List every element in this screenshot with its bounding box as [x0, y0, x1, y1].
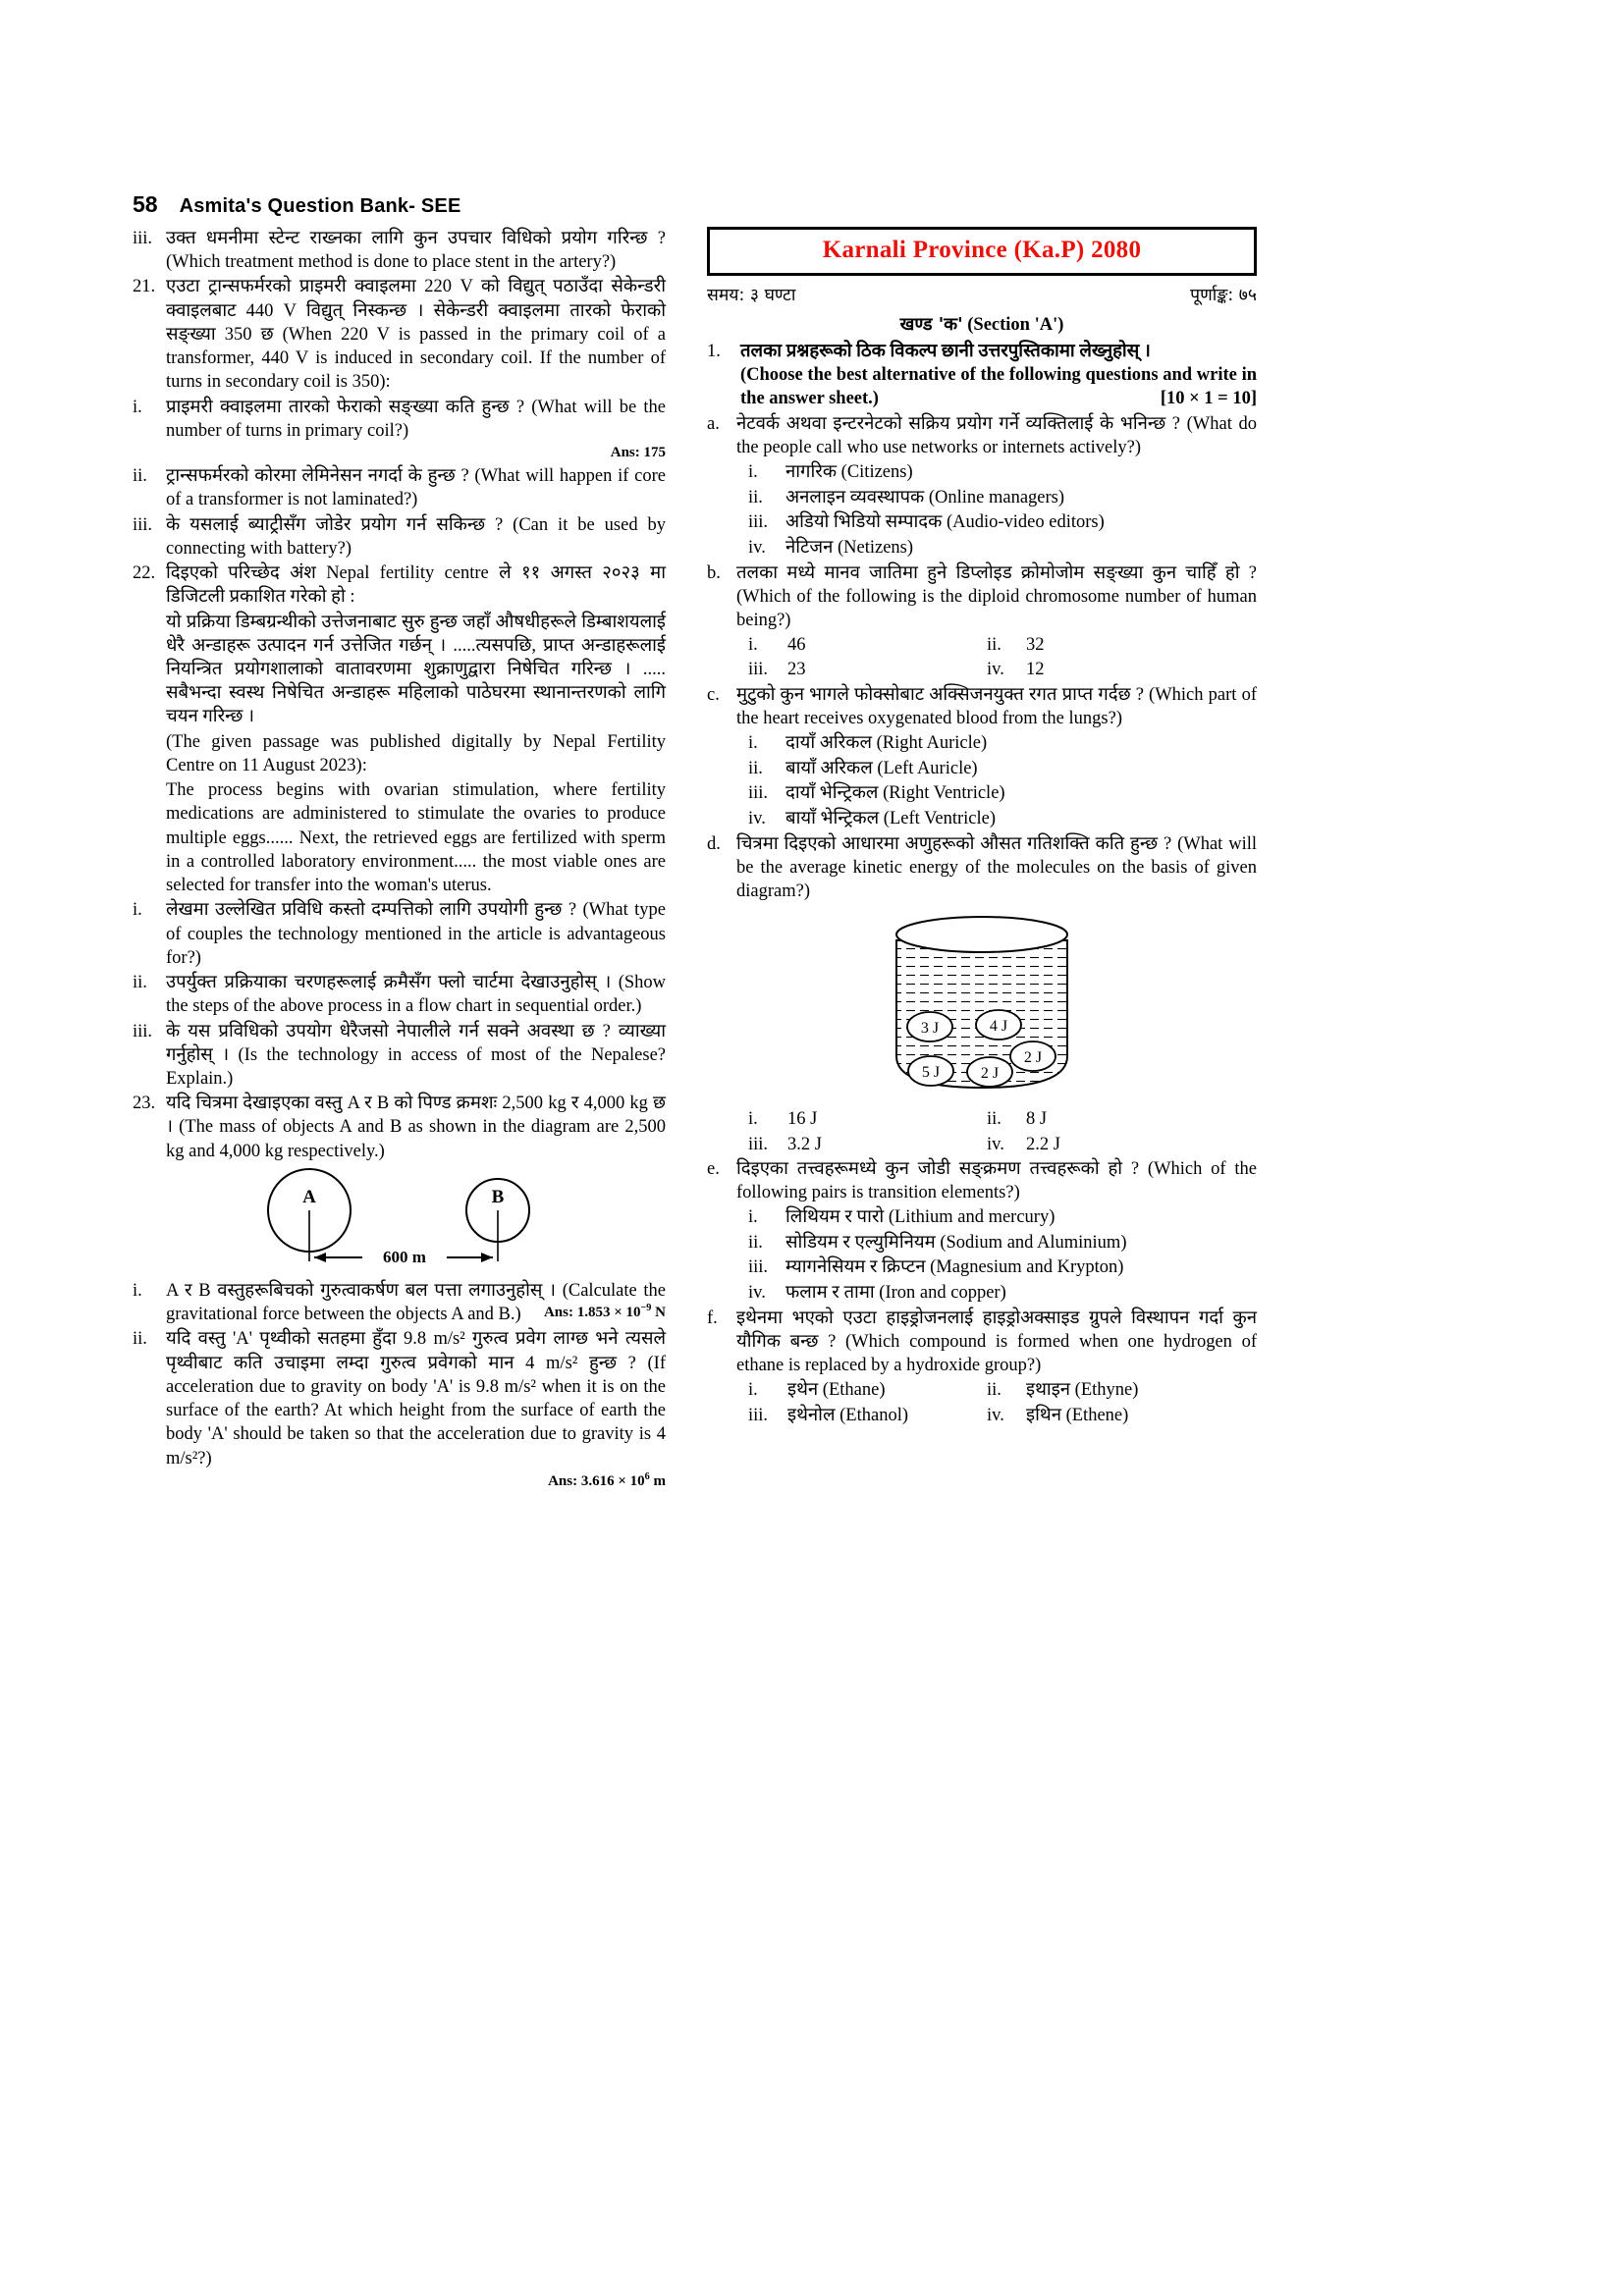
passage-devanagari-row	[133, 611, 666, 729]
item-text: एउटा ट्रान्सफर्मरको प्राइमरी क्वाइलमा 220 V को विद्युत् पठाउँदा सेकेन्डरी क्वाइलबाट 440 V विद्युत् निस्कन्छ । सेकेन्डरी क्वाइलमा तारको फेराको सङ्ख्या 350 छ (When 220 V is passed in the primary coil of a transformer, 440 V is induced in secondary coil. If the number of turns in secondary coil is 350):	[166, 277, 666, 393]
left-column	[133, 227, 666, 1493]
option-text: 3.2 J	[787, 1134, 822, 1154]
option-text: सोडियम र एल्युमिनियम (Sodium and Aluminium)	[785, 1232, 1127, 1253]
mcq-question	[707, 561, 1257, 633]
option-text: 8 J	[1026, 1109, 1048, 1130]
option-row[interactable]	[748, 1281, 1257, 1306]
question-item	[133, 464, 666, 511]
option-marker: iii.	[748, 1405, 769, 1425]
answer-exponent: 6	[644, 1470, 650, 1482]
instruction-devanagari: तलका प्रश्नहरूको ठिक विकल्प छानी उत्तरपुस्तिकामा लेख्नुहोस् ।	[740, 342, 1151, 361]
option-cell[interactable]	[987, 1133, 1060, 1156]
option-marker: i.	[748, 1109, 758, 1130]
option-text: नागरिक (Citizens)	[785, 462, 913, 483]
option-text: इथिन (Ethene)	[1026, 1405, 1129, 1425]
book-title: Asmita's Question Bank- SEE	[179, 195, 461, 217]
option-row[interactable]	[748, 486, 1257, 510]
option-row-pair	[748, 1133, 1257, 1156]
option-text: अडियो भिडियो सम्पादक (Audio-video editors)	[785, 512, 1105, 533]
item-marker: a.	[707, 413, 720, 434]
option-marker: i.	[748, 1207, 758, 1228]
right-column	[707, 227, 1257, 1428]
option-cell[interactable]	[748, 1133, 987, 1156]
question-item	[133, 971, 666, 1018]
item-text: दिइएको परिच्छेद अंश Nepal fertility centre ले ११ अगस्त २०२३ मा डिजिटली प्रकाशित गरेको हो :	[166, 563, 666, 608]
option-row[interactable]	[748, 781, 1257, 806]
option-row-pair	[748, 1378, 1257, 1402]
item-marker: i.	[133, 1280, 142, 1301]
mcq-question	[707, 412, 1257, 459]
passage-devanagari: यो प्रक्रिया डिम्बग्रन्थीको उत्तेजनाबाट सुरु हुन्छ जहाँ औषधीहरूले डिम्बाशयलाई धेरै अन्डाहरू उत्पादन गर्न उत्तेजित गर्छन् । .....त्यसपछि, प्राप्त अन्डाहरूलाई नियन्त्रित प्रयोगशालाको वातावरणमा शुक्राणुद्वारा निषेचित गरिन्छ । ..... सबैभन्दा स्वस्थ निषेचित अन्डाहरू महिलाको पाठेघरमा स्थानान्तरणको लागि चयन गरिन्छ ।	[166, 612, 666, 727]
mcq-question	[707, 683, 1257, 730]
molecule-2-label: 4 J	[989, 1018, 1008, 1036]
option-row[interactable]	[748, 731, 1257, 756]
item-marker: ii.	[133, 466, 147, 487]
item-text: यदि वस्तु 'A' पृथ्वीको सतहमा हुँदा 9.8 m/s² गुरुत्व प्रवेग लाग्छ भने त्यसले पृथ्वीबाट कति उचाइमा लम्दा गुरुत्व प्रवेगको मान 4 m/s² हुन्छ ? (If acceleration due to gravity on body 'A' is 9.8 m/s² when it is on the surface of the earth? At which height from the surface of earth the body 'A' should be taken so that the acceleration due to gravity is 4 m/s²?)	[166, 1329, 666, 1468]
object-a-label: A	[301, 1186, 316, 1207]
molecule-5-label: 2 J	[1023, 1049, 1043, 1067]
item-text: मुटुको कुन भागले फोक्सोबाट अक्सिजनयुक्त रगत प्राप्त गर्दछ ? (Which part of the heart receives oxygenated blood from the lungs?)	[736, 684, 1257, 728]
exam-time: समय: ३ घण्टा	[707, 286, 796, 305]
option-marker: iv.	[987, 1405, 1004, 1425]
option-row[interactable]	[748, 536, 1257, 561]
option-text: म्यागनेसियम र क्रिप्टन (Magnesium and Krypton)	[785, 1257, 1124, 1278]
option-marker: ii.	[748, 758, 763, 778]
page-header	[133, 191, 1491, 218]
option-marker: i.	[748, 1380, 758, 1401]
item-marker: ii.	[133, 973, 147, 993]
item-marker: ii.	[133, 1329, 147, 1350]
item-marker: 23.	[133, 1094, 156, 1114]
answer-pre: Ans: 1.853 × 10	[543, 1305, 641, 1321]
option-text: 2.2 J	[1026, 1134, 1060, 1154]
option-row[interactable]	[748, 1205, 1257, 1230]
option-marker: iii.	[748, 783, 769, 804]
arrow-left	[314, 1253, 326, 1262]
answer-exponent: −9	[640, 1303, 652, 1314]
option-text: फलाम र तामा (Iron and copper)	[785, 1282, 1006, 1303]
item-marker: i.	[133, 397, 142, 417]
option-marker: ii.	[748, 1232, 763, 1253]
exam-title-box	[707, 227, 1257, 276]
option-marker: iii.	[748, 512, 769, 533]
passage-english-head: (The given passage was published digitally by Nepal Fertility Centre on 11 August 2023):	[166, 731, 666, 775]
answer-pre: Ans: 3.616 × 10	[548, 1472, 645, 1489]
arrow-right	[481, 1253, 493, 1262]
option-marker: i.	[748, 733, 758, 754]
item-text: के यसलाई ब्याट्रीसँग जोडेर प्रयोग गर्न सकिन्छ ? (Can it be used by connecting with battery?)	[166, 514, 666, 559]
question-item	[133, 561, 666, 609]
molecule-3-label: 5 J	[921, 1064, 941, 1082]
option-grid	[748, 1378, 1257, 1426]
passage-english-body: The process begins with ovarian stimulation, where fertility medications are administered to stimulate the ovaries to produce multiple eggs...... Next, the retrieved eggs are fertilized with sperm in a controlled laboratory environment..... the most viable ones are selected for transfer into the woman's uterus.	[166, 780, 666, 896]
item-marker: c.	[707, 684, 720, 705]
option-marker: ii.	[987, 1109, 1001, 1130]
item-text: चित्रमा दिइएको आधारमा अणुहरूको औसत गतिशक्ति कति हुन्छ ? (What will be the average kinetic energy of the molecules on the basis of given diagram?)	[736, 833, 1257, 902]
option-cell[interactable]	[987, 1378, 1138, 1402]
item-text: तलका मध्ये मानव जातिमा हुने डिप्लोइड क्रोमोजोम सङ्ख्या कुन चाहिँ हो ? (Which of the following is the diploid chromosome number of human being?)	[736, 562, 1257, 631]
option-row-pair	[748, 658, 1257, 681]
option-marker: ii.	[748, 487, 763, 507]
option-text: लिथियम र पारो (Lithium and mercury)	[785, 1207, 1056, 1228]
option-text: 12	[1026, 660, 1045, 680]
option-text: इथेन (Ethane)	[787, 1380, 886, 1401]
option-list	[748, 731, 1257, 830]
option-text: 32	[1026, 635, 1045, 656]
item-marker: b.	[707, 562, 721, 583]
item-text: के यस प्रविधिको उपयोग धेरैजसो नेपालीले गर्न सक्ने अवस्था छ ? व्याख्या गर्नुहोस् । (Is the technology in access of most of the Nepalese? Explain.)	[166, 1021, 666, 1089]
question-item	[133, 1279, 666, 1326]
exam-title: Karnali Province (Ka.P) 2080	[822, 237, 1142, 263]
item-marker: 22.	[133, 563, 156, 584]
option-text: अनलाइन व्यवस्थापक (Online managers)	[785, 487, 1065, 507]
mcq-question	[707, 1307, 1257, 1378]
item-text-inline: A र B वस्तुहरूबिचको गुरुत्वाकर्षण बल पत्ता लगाउनुहोस् । (Calculate the gravitational force between the objects A and B.)	[166, 1280, 666, 1325]
item-text: लेखमा उल्लेखित प्रविधि कस्तो दम्पत्तिको लागि उपयोगी हुन्छ ? (What type of couples the technology mentioned in the article is advantageous for?)	[166, 900, 666, 968]
beaker-svg	[879, 909, 1085, 1100]
option-cell[interactable]	[987, 633, 1045, 657]
option-marker: i.	[748, 635, 758, 656]
option-text: दायाँ भेन्ट्रिकल (Right Ventricle)	[785, 783, 1005, 804]
option-row-pair	[748, 1404, 1257, 1427]
mcq-question	[707, 832, 1257, 904]
item-marker: e.	[707, 1158, 720, 1179]
question-item	[133, 1020, 666, 1092]
section-heading-devanagari: खण्ड 'क'	[899, 314, 963, 335]
answer-label: Ans: 175	[610, 445, 666, 461]
answer-unit: N	[651, 1305, 666, 1321]
item-text	[166, 1279, 666, 1326]
answer-unit: m	[649, 1472, 666, 1489]
exam-full-marks: पूर्णाङ्क: ७५	[1190, 286, 1257, 305]
question-item	[133, 275, 666, 394]
option-cell[interactable]	[987, 658, 1045, 681]
beaker-diagram	[707, 909, 1257, 1100]
option-marker: i.	[748, 462, 758, 483]
molecule-1-label: 3 J	[920, 1020, 940, 1038]
option-row-pair	[748, 1107, 1257, 1131]
question-item	[133, 898, 666, 970]
option-row[interactable]	[748, 1231, 1257, 1255]
ab-mass-diagram	[133, 1167, 666, 1275]
item-text: ट्रान्सफर्मरको कोरमा लेमिनेसन नगर्दा के हुन्छ ? (What will happen if core of a transformer is not laminated?)	[166, 466, 666, 510]
option-text: 16 J	[787, 1109, 818, 1130]
two-column-body	[133, 227, 1491, 1493]
distance-label: 600 m	[382, 1247, 426, 1266]
option-row[interactable]	[748, 757, 1257, 781]
option-cell[interactable]	[748, 1378, 987, 1402]
item-marker: iii.	[133, 514, 153, 535]
option-cell[interactable]	[748, 633, 987, 657]
option-row[interactable]	[748, 460, 1257, 485]
option-row[interactable]	[748, 1255, 1257, 1280]
option-text: इथेनोल (Ethanol)	[787, 1405, 908, 1425]
beaker-rim	[896, 917, 1067, 952]
item-text: उक्त धमनीमा स्टेन्ट राख्नका लागि कुन उपचार विधिको प्रयोग गरिन्छ ? (Which treatment method is done to place stent in the artery?)	[166, 229, 666, 273]
item-text: यदि चित्रमा देखाइएका वस्तु A र B को पिण्ड क्रमशः 2,500 kg र 4,000 kg छ । (The mass of objects A and B as shown in the diagram are 2,500 kg and 4,000 kg respectively.)	[166, 1094, 666, 1161]
instruction-block	[707, 340, 1257, 411]
option-marker: iv.	[748, 1282, 766, 1303]
option-cell[interactable]	[987, 1404, 1128, 1427]
option-marker: iv.	[987, 660, 1004, 680]
option-list	[748, 460, 1257, 560]
option-text: नेटिजन (Netizens)	[785, 537, 914, 558]
passage-english-body-row	[133, 778, 666, 897]
option-grid	[748, 633, 1257, 681]
option-marker: iii.	[748, 1257, 769, 1278]
question-item	[133, 513, 666, 561]
exam-meta	[707, 283, 1257, 306]
option-text: बायाँ अरिकल (Left Auricle)	[785, 758, 978, 778]
option-text: दायाँ अरिकल (Right Auricle)	[785, 733, 988, 754]
option-text: बायाँ भेन्ट्रिकल (Left Ventricle)	[785, 808, 997, 828]
option-marker: iii.	[748, 660, 769, 680]
option-marker: iii.	[748, 1134, 769, 1154]
option-list	[748, 1205, 1257, 1305]
option-cell[interactable]	[748, 1404, 987, 1427]
page-number: 58	[133, 191, 158, 217]
mcq-question	[707, 1157, 1257, 1204]
option-marker: iv.	[987, 1134, 1004, 1154]
option-row[interactable]	[748, 510, 1257, 535]
instruction-marks: [10 × 1 = 10]	[1160, 389, 1257, 409]
option-marker: ii.	[987, 635, 1001, 656]
option-cell[interactable]	[748, 1107, 987, 1131]
option-cell[interactable]	[748, 658, 987, 681]
item-text: उपर्युक्त प्रक्रियाका चरणहरूलाई क्रमैसँग फ्लो चार्टमा देखाउनुहोस् । (Show the steps of the above process in a flow chart in sequential order.)	[166, 973, 666, 1017]
item-marker: iii.	[133, 229, 153, 248]
item-text: इथेनमा भएको एउटा हाइड्रोजनलाई हाइड्रोअक्साइड ग्रुपले विस्थापन गर्दा कुन यौगिक बन्छ ? (Which compound is formed when one hydrogen of ethane is replaced by a hydroxide group?)	[736, 1308, 1257, 1376]
item-marker: iii.	[133, 1021, 153, 1041]
instruction-english: (Choose the best alternative of the following questions and write in the answer sheet.)	[740, 365, 1257, 409]
item-marker: i.	[133, 900, 142, 921]
object-b-label: B	[491, 1186, 504, 1207]
option-text: 23	[787, 660, 806, 680]
option-text: 46	[787, 635, 806, 656]
section-heading-english: (Section 'A')	[967, 315, 1064, 335]
answer-label	[544, 1303, 666, 1321]
question-item	[133, 1327, 666, 1469]
question-item	[133, 227, 666, 274]
passage-english-head-row	[133, 730, 666, 777]
section-heading	[707, 312, 1257, 336]
option-marker: iv.	[748, 808, 766, 828]
item-text: प्राइमरी क्वाइलमा तारको फेराको सङ्ख्या कति हुन्छ ? (What will be the number of turns in primary coil?)	[166, 397, 666, 441]
question-item	[133, 1092, 666, 1163]
item-marker: 21.	[133, 277, 156, 297]
item-text: नेटवर्क अथवा इन्टरनेटको सक्रिय प्रयोग गर्ने व्यक्तिलाई के भनिन्छ ? (What do the people call who use networks or internets actively?)	[736, 413, 1257, 457]
item-marker: d.	[707, 833, 721, 854]
option-row-pair	[748, 633, 1257, 657]
option-text: इथाइन (Ethyne)	[1026, 1380, 1139, 1401]
option-marker: iv.	[748, 537, 766, 558]
option-marker: ii.	[987, 1380, 1001, 1401]
item-text: दिइएका तत्त्वहरूमध्ये कुन जोडी सङ्क्रमण तत्त्वहरूको हो ? (Which of the following pairs is transition elements?)	[736, 1158, 1257, 1202]
question-item	[133, 396, 666, 443]
option-cell[interactable]	[987, 1107, 1047, 1131]
instruction-text	[740, 340, 1257, 411]
option-grid	[748, 1107, 1257, 1155]
item-marker: 1.	[707, 342, 721, 361]
ab-diagram-svg	[203, 1167, 596, 1275]
item-marker: f.	[707, 1308, 718, 1328]
option-row[interactable]	[748, 807, 1257, 831]
molecule-4-label: 2 J	[980, 1065, 1000, 1083]
answer-label	[133, 1471, 666, 1490]
